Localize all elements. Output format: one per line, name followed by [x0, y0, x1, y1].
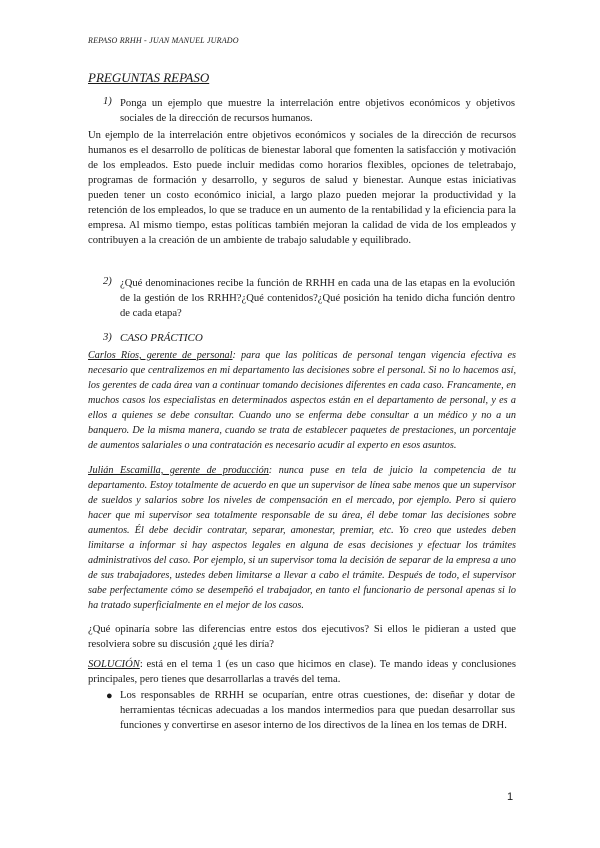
- question-1-text: Ponga un ejemplo que muestre la interrelación entre objetivos económicos y objetivos sociales de la dirección de recursos humanos.: [120, 98, 515, 124]
- case-question: ¿Qué opinaría sobre las diferencias entre estos dos ejecutivos? Si ellos le pidieran a usted que resolviera sobre su discusión ¿qué les diría?: [88, 624, 516, 650]
- bullet-text: Los responsables de RRHH se ocuparían, entre otras cuestiones, de: diseñar y dotar de herramientas técnicas adecuadas a los mandos intermedios para que puedan desarrollar sus funciones y convertirse en asesor interno de los directivos de la línea en los temas de DRH.: [120, 690, 515, 731]
- case-paragraph-carlos: [88, 348, 516, 453]
- question-2-number: 2): [103, 276, 112, 287]
- solution-paragraph: [88, 657, 516, 687]
- answer-1-paragraph: Un ejemplo de la interrelación entre objetivos económicos y sociales de la dirección de recursos humanos es el desarrollo de políticas de bienestar laboral que fomenten la satisfacción y motivación de los empleados. Esto puede incluir medidas como horarios flexibles, opciones de teletrabajo, programas de formación y desarrollo, y seguros de salud y bienestar. Aunque estas iniciativas pueden tener un costo económico inicial, a largo plazo pueden mejorar la productividad y la retención de los empleados, lo que se traduce en un aumento de la rentabilidad y la eficiencia para la empresa. Al mismo tiempo, estas políticas también mejoran la calidad de vida de los empleados y contribuyen a la creación de un ambiente de trabajo saludable y equilibrado.: [88, 130, 516, 246]
- page-number: 1: [507, 791, 514, 803]
- section-title: PREGUNTAS REPASO: [88, 70, 210, 85]
- case-study-title: CASO PRÁCTICO: [120, 332, 203, 344]
- solution-label: SOLUCIÓN: [88, 659, 140, 670]
- bullet-icon: ●: [106, 690, 113, 702]
- question-2-text: ¿Qué denominaciones recibe la función de RRHH en cada una de las etapas en la evolución de la gestión de los RRHH?¿Qué contenidos?¿Qué posición ha tenido dicha función dentro de cada etapa?: [120, 278, 515, 319]
- question-1-number: 1): [103, 96, 112, 107]
- case-text-julian: : nunca puse en tela de juicio la competencia de tu departamento. Estoy totalmente de acuerdo en que un supervisor de línea sabe menos que un supervisor de sueldos y salarios sobre los niveles de compensación en el mercado, por ejemplo. Pero si quiero hacer que mi supervisor sea totalmente responsable de su área, él debe tomar las decisiones sobre aumentos. Él debe decidir contratar, separar, amonestar, premiar, etc. Yo creo que ustedes deben limitarse a informar si hay aspectos legales en alguna de esas decisiones y efectuar los trámites administrativos del caso. Por ejemplo, si un supervisor toma la decisión de separar de la empresa a uno de sus trabajadores, ustedes deben limitarse a llevar a cabo el trámite. Después de todo, el supervisor sabe perfectamente cómo se desempeñó el trabajador, en tanto el funcionario de personal apenas si lo ha tratado superficialmente en el mejor de los casos.: [88, 465, 516, 611]
- case-text-carlos: : para que las políticas de personal tengan vigencia efectiva es necesario que centralizemos en mi departamento las decisiones sobre el personal. Si no lo hacemos así, los gerentes de cada área van a continuar tomando decisiones diferentes en cada caso. Francamente, en muchos casos los especialistas en determinados aspectos están en el departamento de personal, y es a ellos a quienes se debe consultar. Cuando uno se enferma debe consultar a un médico y no a un banquero. De la misma manera, cuando se trata de establecer paquetes de prestaciones, un porcentaje de aumentos salariales o una contratación es necesario acudir al experto en esos asuntos.: [88, 350, 516, 451]
- question-3-number: 3): [103, 332, 112, 343]
- solution-text: : está en el tema 1 (es un caso que hicimos en clase). Te mando ideas y conclusiones principales, pero tienes que desarrollarlas a través del tema.: [88, 659, 516, 685]
- speaker-carlos: Carlos Ríos, gerente de personal: [88, 350, 233, 361]
- speaker-julian: Julián Escamilla, gerente de producción: [88, 465, 269, 476]
- case-paragraph-julian: [88, 463, 516, 613]
- page-header: REPASO RRHH - JUAN MANUEL JURADO: [88, 36, 239, 45]
